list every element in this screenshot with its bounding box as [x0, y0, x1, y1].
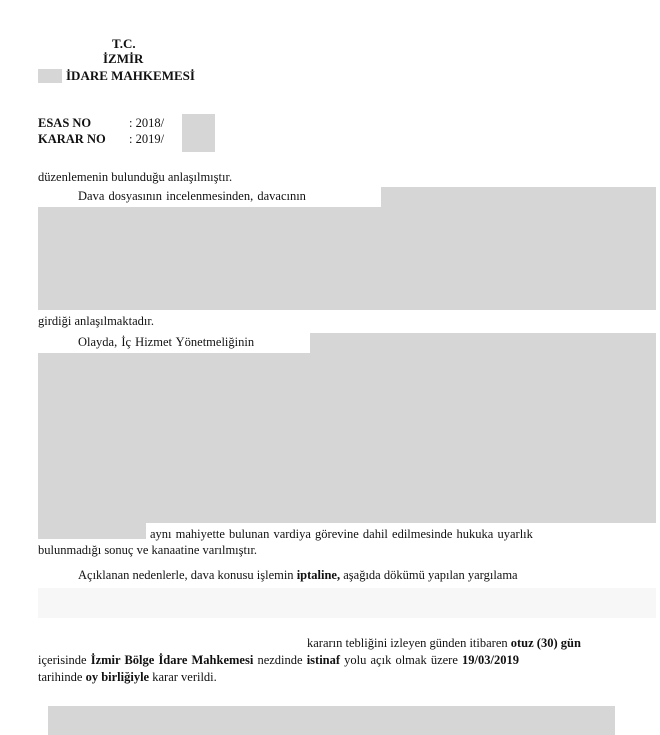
para-7-c: karar verildi. — [149, 670, 217, 684]
para-6 — [38, 653, 519, 668]
redaction-block-1b — [38, 207, 656, 310]
redaction-case-numbers — [182, 114, 215, 152]
header-city: İZMİR — [103, 51, 144, 66]
redaction-signature-block — [48, 706, 615, 735]
redaction-block-2a — [310, 333, 656, 353]
karar-label: KARAR NO — [38, 132, 106, 146]
redaction-block-3 — [38, 588, 656, 618]
redaction-block-2c — [38, 523, 146, 539]
para-2-end: girdiği anlaşılmaktadır. — [38, 314, 154, 328]
redaction-court-number — [38, 69, 62, 83]
para-4-post: aşağıda dökümü yapılan yargılama — [340, 568, 518, 582]
para-4 — [78, 568, 518, 583]
header-tc: T.C. — [112, 36, 136, 51]
para-6-c: nezdinde — [253, 653, 307, 667]
karar-value: : 2019/ — [129, 132, 165, 146]
esas-value: : 2018/ — [129, 116, 165, 130]
para-3-line-b: bulunmadığı sonuç ve kanaatine varılmıştır. — [38, 543, 258, 557]
para-3-line-a: aynı mahiyette bulunan vardiya görevine dahil edilmesinde hukuka uyarlık — [150, 527, 533, 541]
para-4-bold: iptaline, — [296, 568, 341, 582]
para-1: düzenlemenin bulunduğu anlaşılmıştır. — [38, 170, 233, 184]
para-7 — [38, 670, 217, 685]
redaction-block-2b — [38, 353, 656, 523]
para-6-date: 19/03/2019 — [462, 653, 519, 667]
para-6-istinaf: istinaf — [306, 653, 341, 667]
para-5-pre: kararın tebliğini izleyen günden itibaren — [307, 636, 511, 650]
redaction-block-1a — [381, 187, 656, 207]
header-court: İDARE MAHKEMESİ — [66, 68, 195, 83]
para-3-start: Olayda, İç Hizmet Yönetmeliğinin — [78, 335, 255, 349]
para-2-start: Dava dosyasının incelenmesinden, davacının — [78, 189, 306, 203]
para-6-court: İzmir Bölge İdare Mahkemesi — [90, 653, 254, 667]
para-6-e: yolu açık olmak üzere — [340, 653, 462, 667]
para-6-a: içerisinde — [38, 653, 91, 667]
para-5 — [307, 636, 581, 651]
para-7-bold: oy birliğiyle — [85, 670, 150, 684]
para-7-a: tarihinde — [38, 670, 86, 684]
para-5-bold: otuz (30) gün — [510, 636, 581, 650]
para-4-pre: Açıklanan nedenlerle, dava konusu işlemin — [78, 568, 297, 582]
esas-label: ESAS NO — [38, 116, 92, 130]
